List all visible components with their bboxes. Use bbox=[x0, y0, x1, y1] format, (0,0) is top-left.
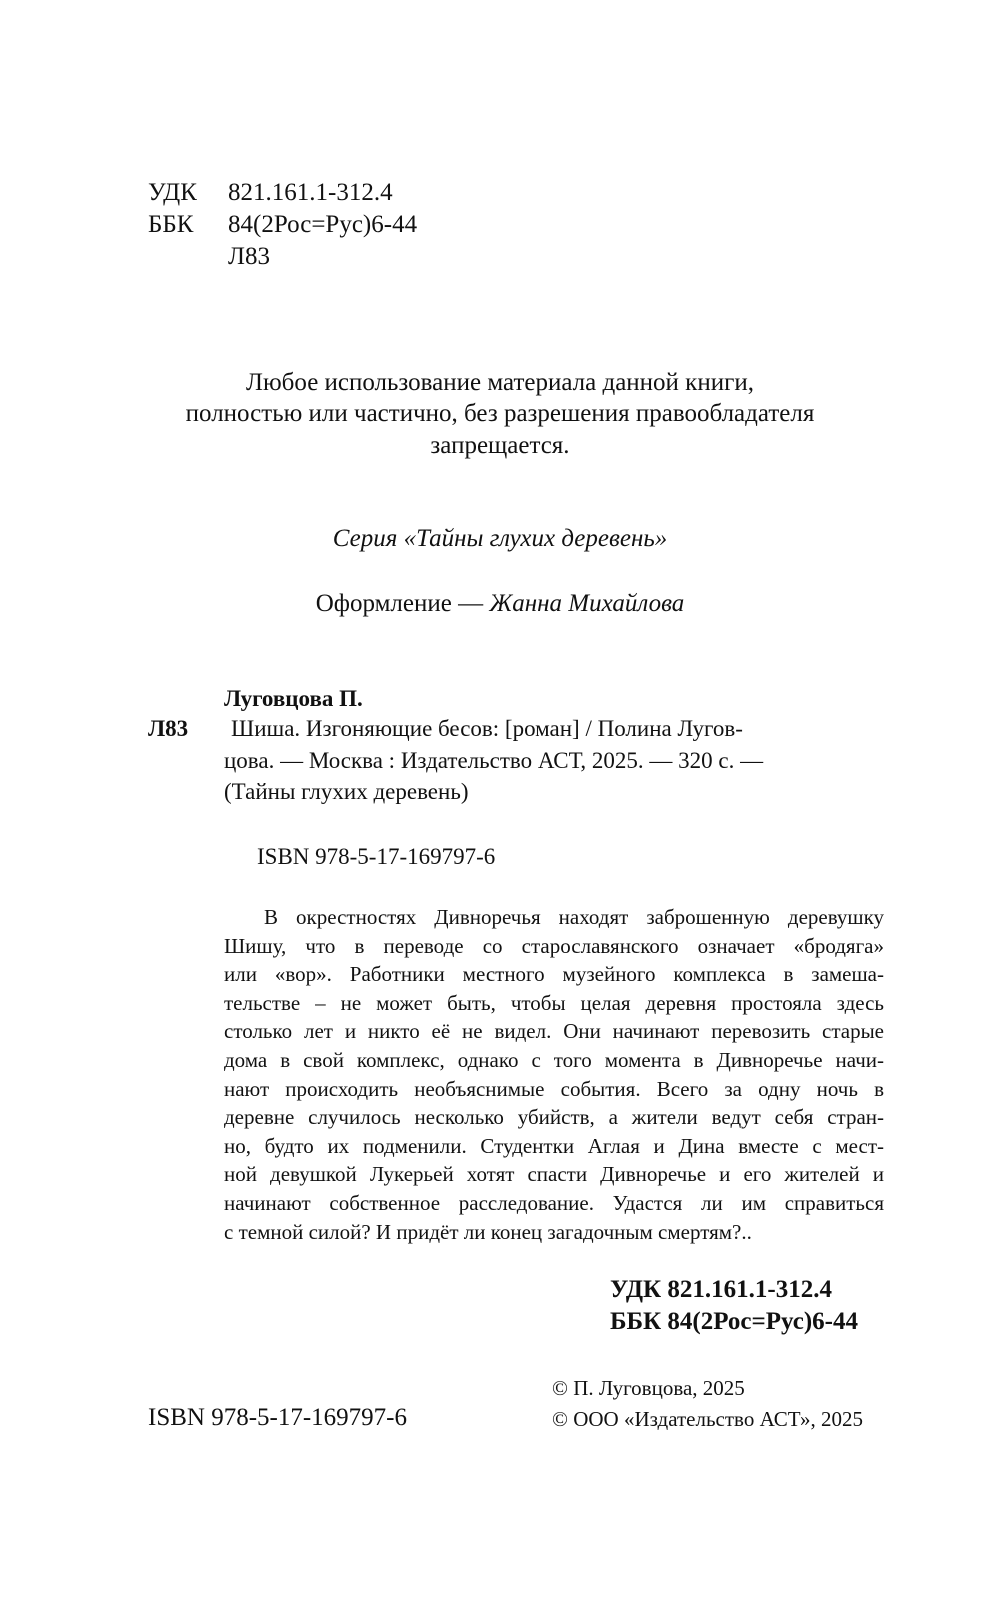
footer-isbn: ISBN 978-5-17-169797-6 bbox=[148, 1404, 408, 1431]
bbk-row bbox=[148, 208, 417, 242]
notice-line-1: Любое использование материала данной книги, bbox=[246, 369, 754, 396]
author-mark-row bbox=[148, 240, 270, 274]
notice-line-2: полностью или частично, без разрешения правообладателя bbox=[185, 400, 815, 427]
notice-line-3: запрещается. bbox=[430, 432, 570, 459]
catalog-mark: Л83 bbox=[148, 716, 189, 741]
catalog-line-2: цова. — Москва : Издательство АСТ, 2025. — 320 с. — bbox=[224, 748, 764, 773]
series-title: Серия «Тайны глухих деревень» bbox=[332, 525, 668, 552]
catalog-line-1: Шиша. Изгоняющие бесов: [роман] / Полина Лугов- bbox=[231, 716, 743, 741]
copyright-publisher: © ООО «Издательство АСТ», 2025 bbox=[552, 1407, 863, 1431]
design-label: Оформление — bbox=[315, 590, 490, 617]
abstract-line: столько лет и никто её не видел. Они начинают перевозить старые bbox=[224, 1019, 884, 1044]
author-mark: Л83 bbox=[228, 243, 270, 270]
abstract-line: дома в свой комплекс, однако с того момента в Дивноречье начи- bbox=[224, 1047, 884, 1072]
abstract-line: тельстве – не может быть, чтобы целая деревня простояла здесь bbox=[224, 990, 884, 1015]
udk-row bbox=[148, 176, 393, 210]
abstract-line: с темной силой? И придёт ли конец загадочным смертям?.. bbox=[224, 1219, 752, 1244]
abstract-line: или «вор». Работники местного музейного комплекса в замеша- bbox=[224, 962, 884, 987]
udk-value: 821.161.1-312.4 bbox=[228, 179, 393, 206]
abstract-line: начинают собственное расследование. Удастся ли им справиться bbox=[224, 1190, 884, 1215]
abstract-paragraph bbox=[224, 903, 884, 1246]
udk-label: УДК bbox=[148, 179, 197, 206]
catalog-author: Луговцова П. bbox=[224, 686, 363, 711]
footer-udk: УДК 821.161.1-312.4 bbox=[610, 1276, 832, 1303]
catalog-line-3: (Тайны глухих деревень) bbox=[224, 779, 469, 804]
abstract-line: Шишу, что в переводе со старославянского означает «бродяга» bbox=[224, 933, 884, 958]
catalog-isbn: ISBN 978-5-17-169797-6 bbox=[257, 844, 496, 869]
copyright-author: © П. Луговцова, 2025 bbox=[552, 1376, 745, 1400]
abstract-line: деревне случилось несколько убийств, а жители ведут себя стран- bbox=[224, 1105, 884, 1130]
footer-bbk: ББК 84(2Рос=Рус)6-44 bbox=[610, 1308, 858, 1335]
design-credit bbox=[0, 587, 1000, 621]
abstract-line: ной девушкой Лукерьей хотят спасти Дивноречье и его жителей и bbox=[224, 1162, 884, 1187]
bbk-label: ББК bbox=[148, 211, 194, 238]
abstract-line: нают происходить необъяснимые события. Всего за одну ночь в bbox=[224, 1076, 884, 1101]
abstract-line: но, будто их подменили. Студентки Аглая и Дина вместе с мест- bbox=[224, 1133, 884, 1158]
abstract-line: В окрестностях Дивноречья находят заброшенную деревушку bbox=[264, 905, 884, 929]
designer-name: Жанна Михайлова bbox=[489, 590, 685, 617]
bbk-value: 84(2Рос=Рус)6-44 bbox=[228, 211, 418, 238]
